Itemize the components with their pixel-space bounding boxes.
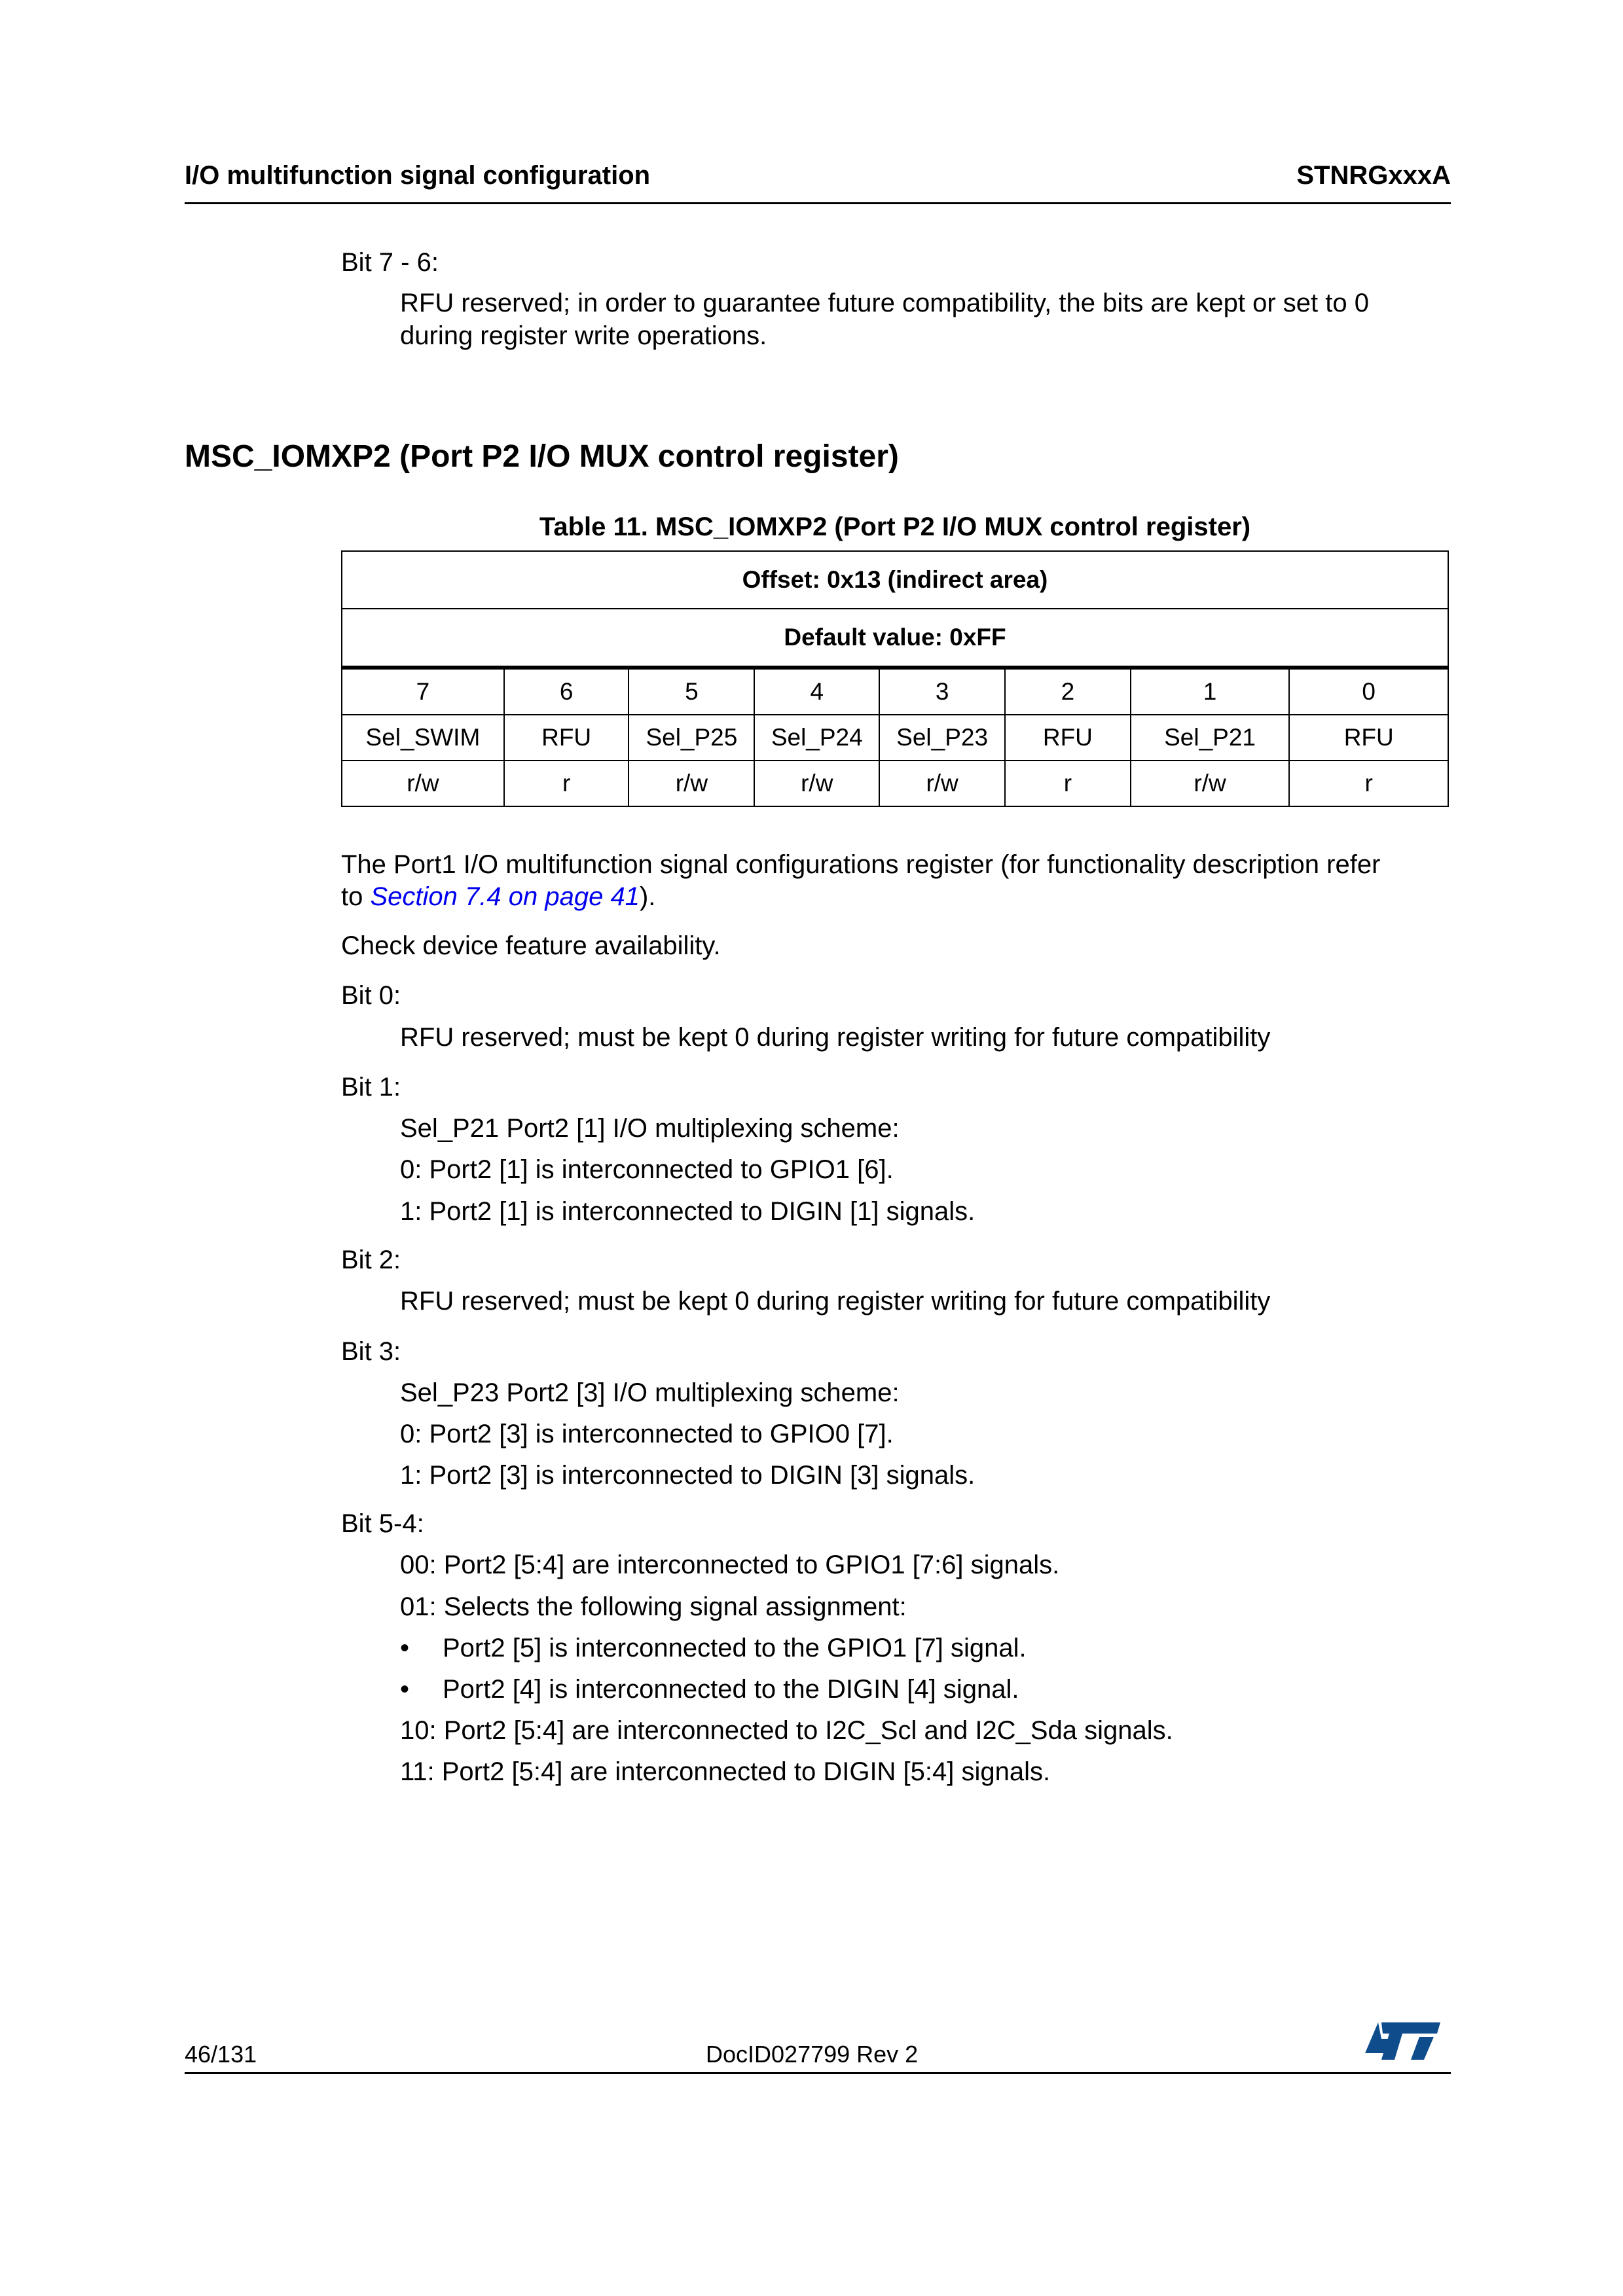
bit3-text: 1: Port2 [3] is interconnected to DIGIN [3] signals.	[400, 1461, 976, 1490]
doc-id: DocID027799 Rev 2	[706, 2041, 919, 2068]
bit-number-row	[342, 668, 1448, 715]
default-value-cell: Default value: 0xFF	[342, 609, 1448, 668]
bit54-label: Bit 5-4:	[341, 1509, 424, 1538]
access-cell: r/w	[342, 761, 504, 806]
section-link[interactable]: Section 7.4 on page 41	[370, 882, 640, 911]
bit-cell: 5	[629, 668, 754, 715]
header-section-title: I/O multifunction signal configuration	[185, 161, 651, 190]
field-cell: RFU	[504, 715, 629, 761]
bullet-icon: •	[400, 1675, 410, 1704]
bit-cell: 4	[754, 668, 879, 715]
field-cell: Sel_P24	[754, 715, 879, 761]
bit76-text: during register write operations.	[400, 321, 767, 350]
bit2-text: RFU reserved; must be kept 0 during register writing for future compatibility	[400, 1287, 1271, 1316]
page-number: 46/131	[185, 2041, 257, 2068]
bit3-text: Sel_P23 Port2 [3] I/O multiplexing scheme:	[400, 1378, 900, 1407]
text: to	[341, 882, 371, 911]
bit1-text: 1: Port2 [1] is interconnected to DIGIN [1] signals.	[400, 1197, 976, 1226]
bit-cell: 7	[342, 668, 504, 715]
bullet-icon: •	[400, 1634, 410, 1662]
bit-cell: 1	[1131, 668, 1290, 715]
field-cell: Sel_SWIM	[342, 715, 504, 761]
bullet-item: Port2 [4] is interconnected to the DIGIN [4] signal.	[443, 1675, 1019, 1704]
access-cell: r/w	[1131, 761, 1290, 806]
field-cell: RFU	[1005, 715, 1131, 761]
st-logo-icon	[1362, 2019, 1444, 2066]
description-paragraph-line2	[341, 880, 655, 913]
bit3-text: 0: Port2 [3] is interconnected to GPIO0 [7].	[400, 1420, 894, 1448]
field-cell: Sel_P23	[879, 715, 1005, 761]
access-cell: r/w	[629, 761, 754, 806]
access-row	[342, 761, 1448, 806]
register-table	[341, 550, 1449, 807]
bit1-text: 0: Port2 [1] is interconnected to GPIO1 [6].	[400, 1155, 894, 1184]
field-name-row	[342, 715, 1448, 761]
access-cell: r	[504, 761, 629, 806]
header-doc-name: STNRGxxxA	[1296, 161, 1451, 190]
bit2-label: Bit 2:	[341, 1246, 401, 1274]
header-rule	[185, 202, 1451, 204]
table-caption: Table 11. MSC_IOMXP2 (Port P2 I/O MUX control register)	[539, 512, 1251, 541]
availability-note: Check device feature availability.	[341, 931, 721, 960]
access-cell: r	[1005, 761, 1131, 806]
section-heading: MSC_IOMXP2 (Port P2 I/O MUX control register)	[185, 439, 899, 474]
bit54-text: 11: Port2 [5:4] are interconnected to DIGIN [5:4] signals.	[400, 1757, 1051, 1786]
text: ).	[639, 882, 656, 911]
bit-cell: 2	[1005, 668, 1131, 715]
bit54-text: 10: Port2 [5:4] are interconnected to I2C_Scl and I2C_Sda signals.	[400, 1716, 1173, 1745]
access-cell: r	[1289, 761, 1448, 806]
bit3-label: Bit 3:	[341, 1337, 401, 1366]
footer-rule	[185, 2072, 1451, 2074]
bit-cell: 6	[504, 668, 629, 715]
bit0-label: Bit 0:	[341, 981, 401, 1010]
bullet-item: Port2 [5] is interconnected to the GPIO1 [7] signal.	[443, 1634, 1027, 1662]
bit-cell: 0	[1289, 668, 1448, 715]
bit54-text: 00: Port2 [5:4] are interconnected to GPIO1 [7:6] signals.	[400, 1551, 1060, 1579]
bit0-text: RFU reserved; must be kept 0 during register writing for future compatibility	[400, 1023, 1271, 1052]
field-cell: RFU	[1289, 715, 1448, 761]
bit76-text: RFU reserved; in order to guarantee future compatibility, the bits are kept or set to 0	[400, 289, 1369, 317]
bit76-label: Bit 7 - 6:	[341, 248, 439, 277]
bit1-text: Sel_P21 Port2 [1] I/O multiplexing scheme:	[400, 1114, 900, 1143]
access-cell: r/w	[879, 761, 1005, 806]
description-paragraph: The Port1 I/O multifunction signal configurations register (for functionality description refer	[341, 850, 1381, 879]
bit54-text: 01: Selects the following signal assignment:	[400, 1592, 907, 1621]
field-cell: Sel_P21	[1131, 715, 1290, 761]
field-cell: Sel_P25	[629, 715, 754, 761]
bit-cell: 3	[879, 668, 1005, 715]
access-cell: r/w	[754, 761, 879, 806]
offset-cell: Offset: 0x13 (indirect area)	[342, 551, 1448, 609]
bit1-label: Bit 1:	[341, 1073, 401, 1102]
